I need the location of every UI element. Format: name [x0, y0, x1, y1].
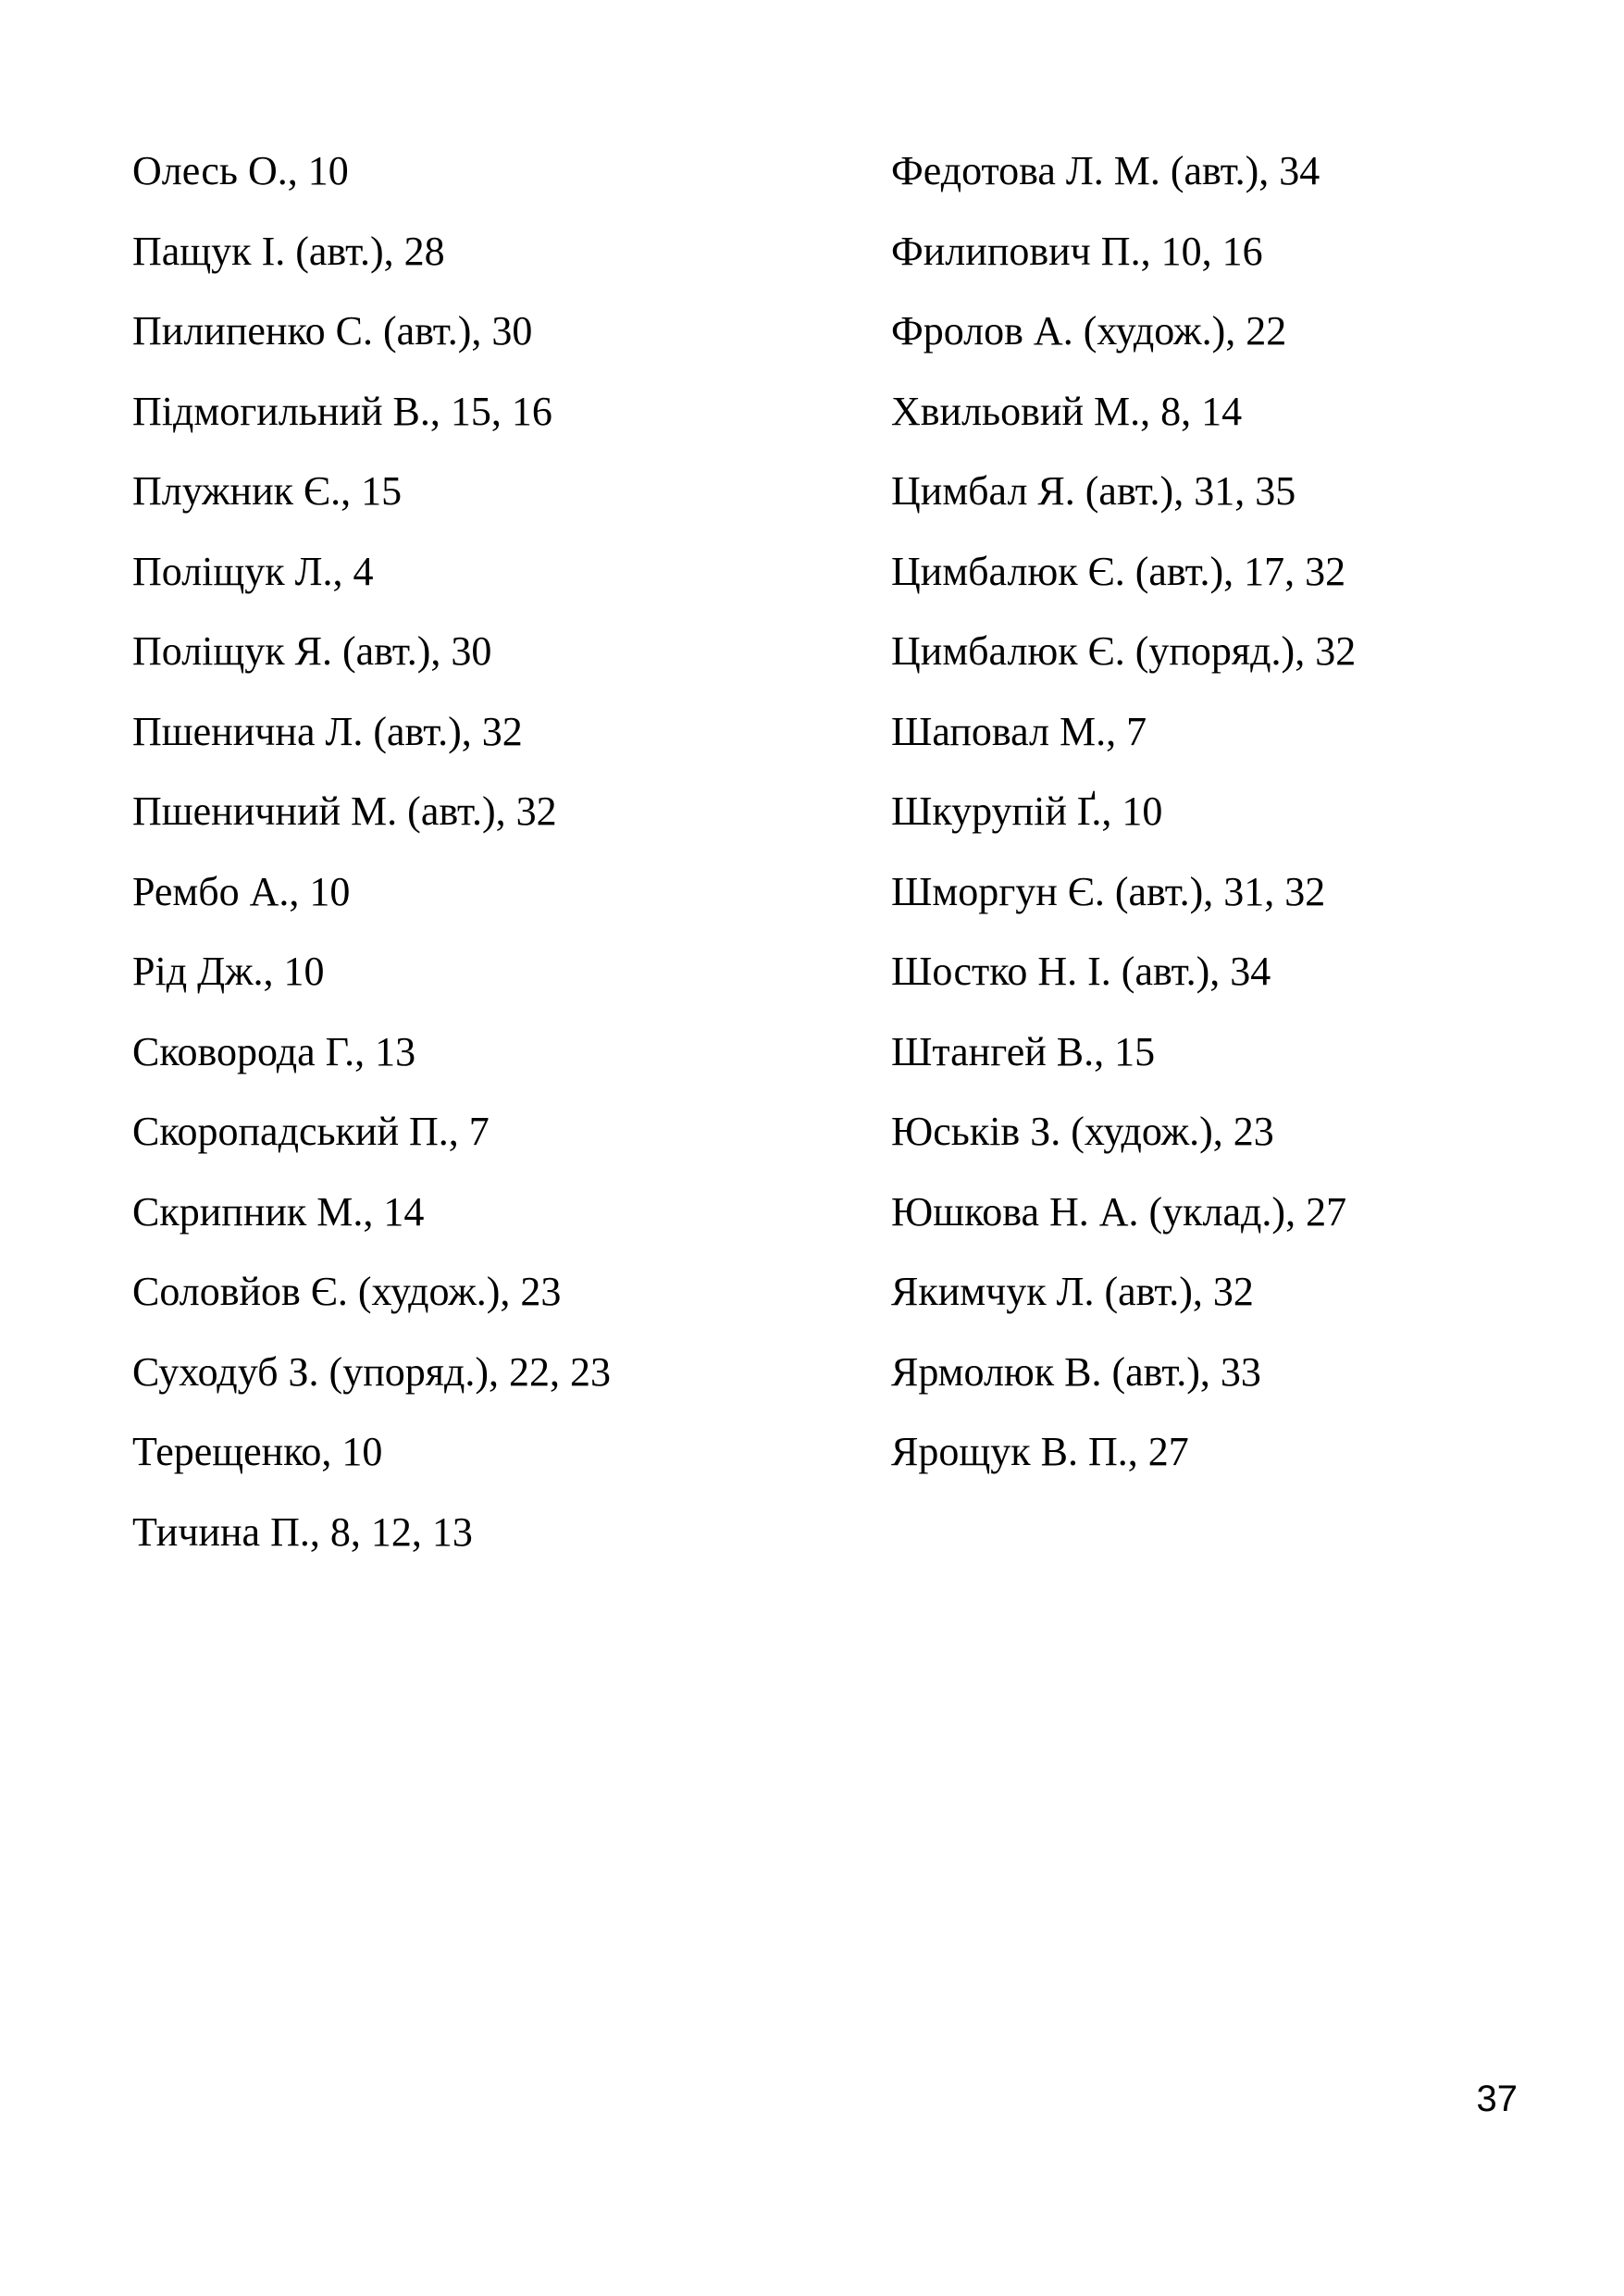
index-entry: Шкурупій Ґ., 10	[891, 788, 1163, 834]
index-entry: Соловйов Є. (худож.), 23	[132, 1269, 562, 1314]
index-entry: Шостко Н. І. (авт.), 34	[891, 949, 1271, 994]
index-entry: Олесь О., 10	[132, 148, 349, 193]
index-entry: Фролов А. (худож.), 22	[891, 308, 1287, 354]
index-entry: Хвильовий М., 8, 14	[891, 388, 1243, 434]
index-entry: Поліщук Я. (авт.), 30	[132, 628, 492, 674]
index-column-right	[891, 131, 1594, 1493]
index-entry: Юськів З. (худож.), 23	[891, 1109, 1274, 1154]
index-entry: Ярмолюк В. (авт.), 33	[891, 1348, 1261, 1395]
index-entry: Шморгун Є. (авт.), 31, 32	[891, 868, 1326, 914]
index-entry: Сковорода Г., 13	[132, 1028, 416, 1074]
index-entry: Плужник Є., 15	[132, 468, 403, 514]
index-entry: Рембо А., 10	[132, 868, 351, 914]
page-number: 37	[1476, 2079, 1518, 2119]
index-entry: Пшеничний М. (авт.), 32	[132, 788, 557, 834]
index-entry: Рід Дж., 10	[132, 949, 325, 994]
index-entry: Цимбал Я. (авт.), 31, 35	[891, 468, 1296, 514]
index-entry: Цимбалюк Є. (упоряд.), 32	[891, 628, 1357, 674]
index-entry: Ярощук В. П., 27	[891, 1429, 1189, 1474]
index-entry: Суходуб З. (упоряд.), 22, 23	[132, 1348, 612, 1395]
index-entry: Пшенична Л. (авт.), 32	[132, 708, 523, 754]
index-entry: Терещенко, 10	[132, 1429, 383, 1474]
index-entry: Підмогильний В., 15, 16	[132, 388, 552, 434]
index-column-left	[132, 131, 836, 1572]
index-entry: Штангей В., 15	[891, 1028, 1156, 1074]
index-entry: Цимбалюк Є. (авт.), 17, 32	[891, 548, 1346, 594]
index-entry: Тичина П., 8, 12, 13	[132, 1508, 473, 1555]
index-entry: Пилипенко С. (авт.), 30	[132, 308, 533, 354]
index-entry: Скрипник М., 14	[132, 1188, 425, 1235]
index-entry: Якимчук Л. (авт.), 32	[891, 1269, 1254, 1314]
index-entry: Юшкова Н. А. (уклад.), 27	[891, 1188, 1347, 1235]
index-entry: Филипович П., 10, 16	[891, 228, 1263, 274]
index-entry: Шаповал М., 7	[891, 708, 1147, 754]
index-entry: Скоропадський П., 7	[132, 1109, 490, 1154]
index-entry: Поліщук Л., 4	[132, 548, 374, 594]
index-entry: Пащук І. (авт.), 28	[132, 228, 445, 274]
index-entry: Федотова Л. М. (авт.), 34	[891, 148, 1320, 193]
